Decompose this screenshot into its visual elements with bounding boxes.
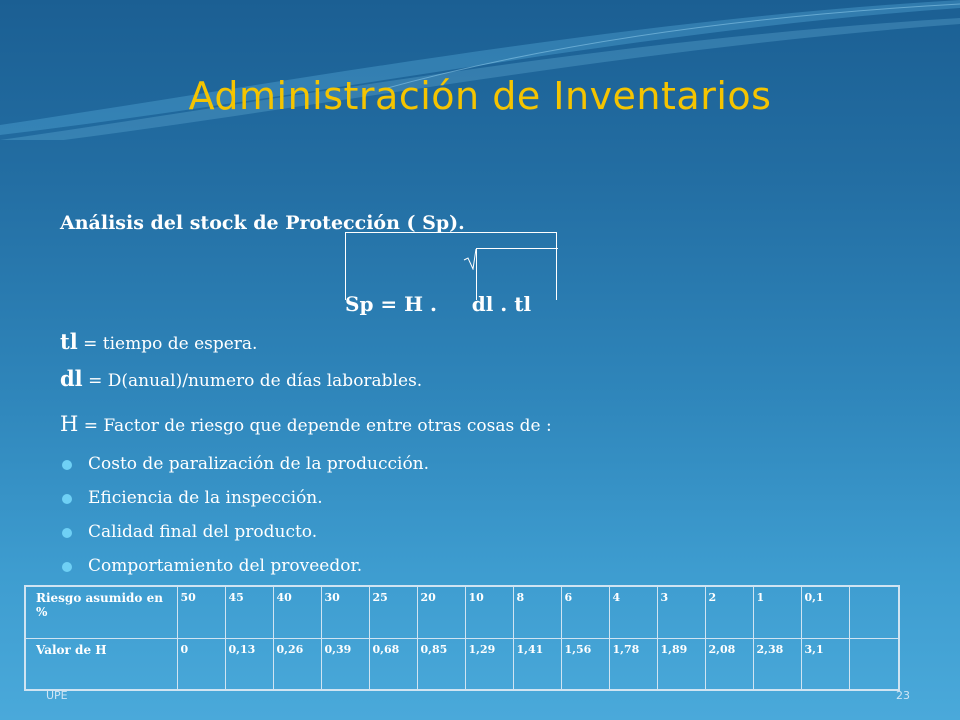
list-item-text: Costo de paralización de la producción. [88,454,430,474]
table-cell: 0,26 [273,638,321,690]
definition-dl [60,366,422,391]
table-cell: 1 [753,586,801,638]
table-cell: 0,85 [417,638,465,690]
definition-equals: = [82,371,108,391]
bullet-icon [62,494,72,504]
risk-factor-table [24,585,900,691]
table-cell: 4 [609,586,657,638]
list-item-text: Calidad final del producto. [88,522,318,542]
table-cell: 40 [273,586,321,638]
table-cell: 8 [513,586,561,638]
table-cell: 0 [177,638,225,690]
table-cell: 3,1 [801,638,849,690]
table-row-header: Riesgo asumido en % [25,586,177,638]
list-item [62,522,429,556]
table-cell: 0,13 [225,638,273,690]
table-row-header: Valor de H [25,638,177,690]
formula-frame [345,232,557,300]
background-swoosh [0,0,960,140]
definition-text: D(anual)/numero de días laborables. [107,371,423,391]
table-cell: 45 [225,586,273,638]
table-cell: 25 [369,586,417,638]
definition-equals: = [78,416,104,436]
table-cell: 1,56 [561,638,609,690]
square-root-icon [462,248,482,270]
table-cell: 50 [177,586,225,638]
table-cell: 0,68 [369,638,417,690]
square-root-bar [476,248,558,249]
table-cell: 1,78 [609,638,657,690]
bullet-icon [62,460,72,470]
table-cell: 0,1 [801,586,849,638]
definition-key: dl [60,366,83,391]
page-number: 23 [896,689,910,702]
definition-text: Factor de riesgo que depende entre otras cosas de : [103,416,552,436]
definition-key: tl [60,329,78,354]
table-cell: 1,41 [513,638,561,690]
list-item [62,454,429,488]
definition-text: tiempo de espera. [102,334,258,354]
table-cell [849,586,899,638]
list-item [62,488,429,522]
list-item-text: Comportamiento del proveedor. [88,556,363,576]
table-row [25,638,899,690]
definition-equals: = [77,334,103,354]
table-cell: 30 [321,586,369,638]
slide-subtitle: Análisis del stock de Protección ( Sp). [60,212,465,234]
table-cell: 10 [465,586,513,638]
table-cell: 2 [705,586,753,638]
table-cell: 1,29 [465,638,513,690]
table-cell: 2,08 [705,638,753,690]
list-item-text: Eficiencia de la inspección. [88,488,323,508]
definition-tl [60,329,257,354]
risk-factor-list [62,454,429,590]
bullet-icon [62,528,72,538]
table-cell: 20 [417,586,465,638]
bullet-icon [62,562,72,572]
table-cell: 6 [561,586,609,638]
safety-stock-formula: Sp = H . dl . tl [345,292,532,316]
table-cell: 3 [657,586,705,638]
definition-h [60,412,552,436]
slide-title: Administración de Inventarios [188,74,772,118]
footer-label: UPE [46,689,68,702]
table-cell [849,638,899,690]
table-row [25,586,899,638]
table-cell: 2,38 [753,638,801,690]
definition-key: H [60,412,79,436]
table-cell: 0,39 [321,638,369,690]
table-cell: 1,89 [657,638,705,690]
